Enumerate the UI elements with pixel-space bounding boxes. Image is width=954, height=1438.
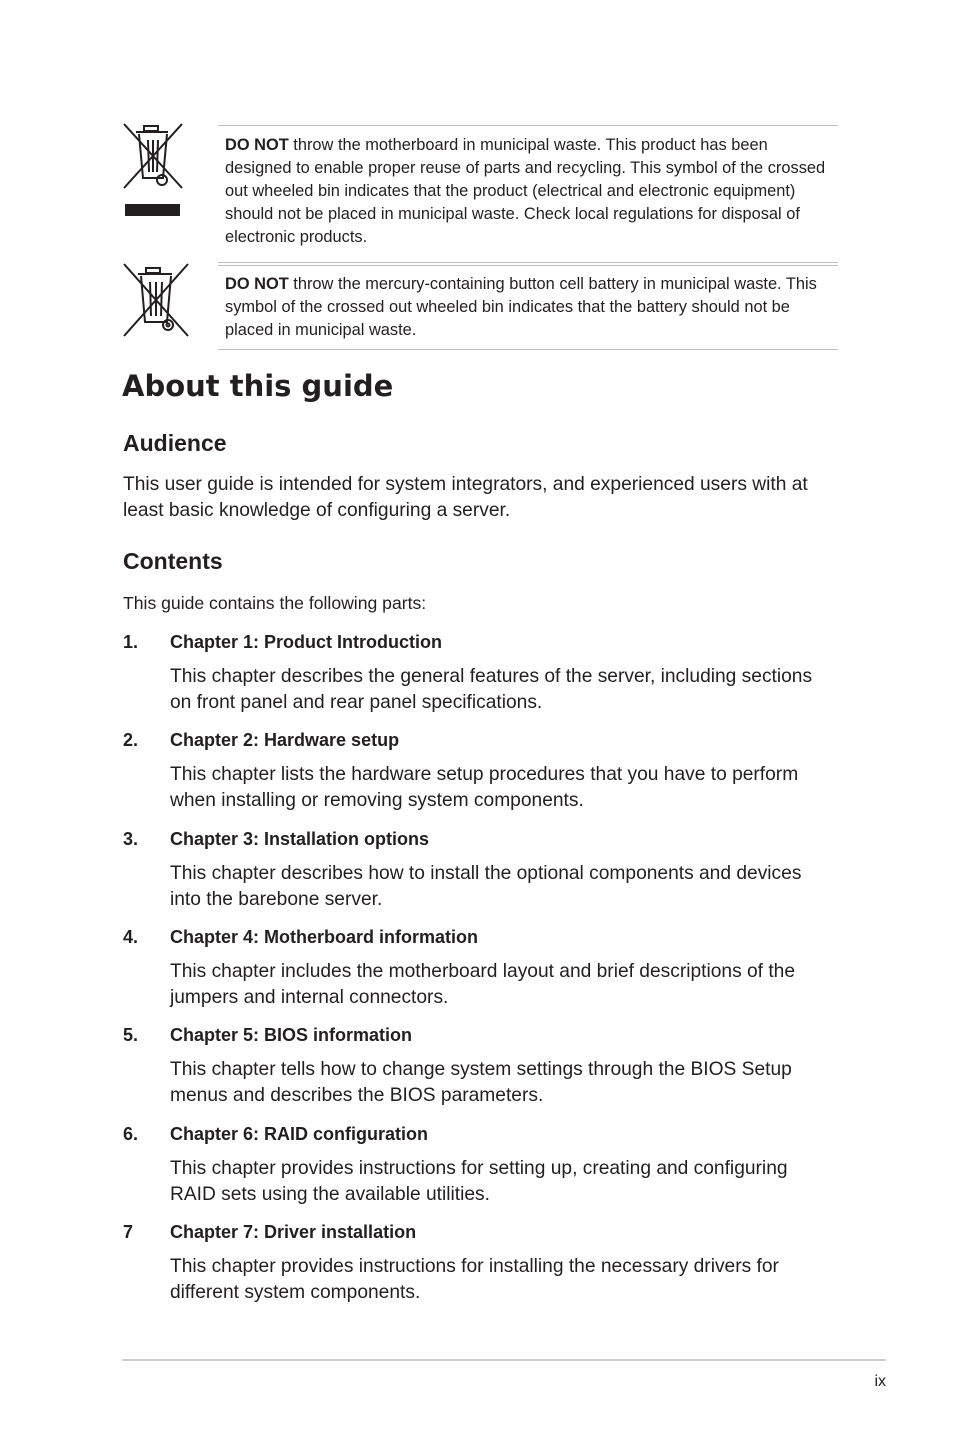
audience-heading: Audience	[123, 430, 227, 456]
bin-underline-bar	[125, 204, 180, 216]
chapter-number: 4.	[123, 927, 139, 947]
chapter-title: Chapter 7: Driver installation	[170, 1222, 417, 1242]
footer-rule	[122, 1359, 886, 1361]
chapter-number: 1.	[123, 632, 139, 652]
notice-strong: DO NOT	[225, 136, 289, 154]
chapter-description: This chapter tells how to change system settings through the BIOS Setup menus and describes the BIOS parameters.	[170, 1059, 792, 1106]
chapter-description: This chapter describes how to install the optional components and devices into the barebone server.	[170, 863, 802, 910]
page-title: About this guide	[122, 369, 394, 403]
notice-text: throw the motherboard in municipal waste. This product has been designed to enable proper reuse of parts and recycling. This symbol of the crossed out wheeled bin indicates that the product (electrical and electronic equipment) should not be placed in municipal waste. Check local regulations for disposal of electronic products.	[225, 136, 826, 246]
chapter-title: Chapter 4: Motherboard information	[170, 927, 479, 947]
crossed-out-bin-battery-icon	[122, 262, 190, 338]
chapter-description: This chapter lists the hardware setup procedures that you have to perform when installing or removing system components.	[170, 764, 799, 811]
chapter-number: 3.	[123, 829, 139, 849]
chapter-title: Chapter 1: Product Introduction	[170, 632, 442, 652]
chapter-title: Chapter 5: BIOS information	[170, 1025, 413, 1045]
audience-text: This user guide is intended for system integrators, and experienced users with at least basic knowledge of configuring a server.	[123, 474, 808, 521]
chapter-description: This chapter includes the motherboard layout and brief descriptions of the jumpers and internal connectors.	[170, 961, 796, 1008]
crossed-out-bin-icon	[122, 122, 184, 192]
page-number: ix	[874, 1373, 886, 1390]
chapter-description: This chapter provides instructions for setting up, creating and configuring RAID sets using the available utilities.	[170, 1158, 788, 1205]
chapter-number: 5.	[123, 1025, 139, 1045]
chapter-title: Chapter 3: Installation options	[170, 829, 430, 849]
chapter-number: 7	[123, 1222, 134, 1242]
disposal-notice-battery	[218, 262, 838, 350]
chapter-description: This chapter provides instructions for installing the necessary drivers for different system components.	[170, 1256, 779, 1303]
chapter-number: 2.	[123, 730, 139, 750]
chapter-description: This chapter describes the general features of the server, including sections on front panel and rear panel specifications.	[170, 666, 813, 713]
chapter-title: Chapter 2: Hardware setup	[170, 730, 400, 750]
chapter-number: 6.	[123, 1124, 139, 1144]
chapter-title: Chapter 6: RAID configuration	[170, 1124, 429, 1144]
disposal-notice-motherboard	[218, 125, 838, 257]
contents-intro: This guide contains the following parts:	[123, 593, 427, 613]
notice-text: throw the mercury-containing button cell battery in municipal waste. This symbol of the crossed out wheeled bin indicates that the battery should not be placed in municipal waste.	[225, 275, 817, 339]
contents-heading: Contents	[123, 548, 223, 574]
notice-strong: DO NOT	[225, 275, 289, 293]
